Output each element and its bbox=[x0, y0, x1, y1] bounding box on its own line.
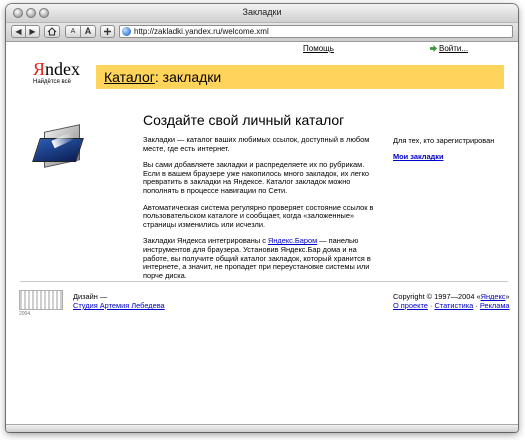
bookmarks-illustration bbox=[34, 128, 86, 166]
logo-wordmark: Яndex bbox=[33, 59, 81, 79]
browser-window bbox=[6, 4, 518, 432]
about-link[interactable]: О проекте bbox=[393, 301, 428, 310]
back-button[interactable]: ◀ bbox=[11, 25, 26, 38]
url-text: http://zakladki.yandex.ru/welcome.xml bbox=[134, 27, 269, 36]
address-bar[interactable] bbox=[119, 25, 513, 38]
plus-icon bbox=[103, 27, 112, 36]
paragraph: Закладки — каталог ваших любимых ссылок, доступный в любом месте, где есть интернет. bbox=[143, 135, 370, 153]
title-bar bbox=[6, 4, 518, 23]
window-bottom-bar bbox=[6, 424, 518, 432]
studio-logo[interactable] bbox=[19, 290, 63, 310]
intro-text bbox=[143, 136, 383, 288]
registered-note: Для тех, кто зарегистрирован bbox=[393, 136, 495, 145]
home-button[interactable] bbox=[44, 25, 60, 38]
yandex-logo[interactable] bbox=[33, 60, 81, 85]
copyright: Copyright © 1997—2004 «Яндекс» bbox=[393, 292, 510, 301]
help-link[interactable]: Помощь bbox=[303, 44, 334, 53]
globe-icon bbox=[122, 27, 131, 36]
ads-link[interactable]: Реклама bbox=[479, 301, 510, 310]
page-title: Создайте свой личный каталог bbox=[143, 112, 345, 128]
window-title: Закладки bbox=[242, 7, 282, 17]
browser-toolbar bbox=[6, 23, 518, 42]
header-band bbox=[96, 65, 504, 89]
yandex-bar-link[interactable]: Яндекс.Баром bbox=[267, 236, 318, 246]
page-heading: Каталог: закладки bbox=[104, 69, 222, 85]
studio-year: 2004 bbox=[19, 311, 31, 317]
home-icon bbox=[47, 27, 57, 36]
paragraph: Закладки Яндекса интегрированы с Яндекс.Баром — панелью инструментов для браузера. Установив Яндекс.Бар дома и на работе, вы получите общий каталог закладок, который хранится в интернете, а значит, не пропадет при переустановке системы или порче диска. bbox=[143, 236, 371, 280]
stats-link[interactable]: Статистика bbox=[434, 301, 474, 310]
paragraph: Автоматическая система регулярно проверяет состояние ссылок в пользовательском каталоге и сообщает, когда «заложенные» страницы изменились или исчезли. bbox=[143, 202, 374, 229]
studio-link[interactable]: Студия Артемия Лебедева bbox=[73, 301, 165, 310]
logo-tagline: Найдётся всё bbox=[33, 79, 71, 85]
footer-divider bbox=[20, 281, 508, 282]
design-label: Дизайн — bbox=[73, 292, 108, 301]
yandex-link[interactable]: Яндекс bbox=[480, 292, 506, 301]
text-smaller-button[interactable]: A bbox=[65, 25, 81, 38]
footer-links: О проекте · Статистика · Реклама bbox=[393, 301, 510, 310]
my-bookmarks-link[interactable]: Мои закладки bbox=[393, 152, 444, 161]
login-link[interactable]: Войти... bbox=[439, 44, 469, 53]
add-bookmark-button[interactable] bbox=[100, 25, 115, 38]
forward-button[interactable]: ▶ bbox=[25, 25, 40, 38]
catalog-link[interactable]: Каталог bbox=[104, 69, 155, 85]
text-bigger-button[interactable]: A bbox=[80, 25, 96, 38]
login-arrow-icon bbox=[430, 45, 437, 52]
paragraph: Вы сами добавляете закладки и распределяете их по рубрикам. Если в вашем браузере уже накопилось много закладок, их легко превратить в закладки на Яндексе. Каталог закладок можно пополнять в процессе навигации по Сети. bbox=[143, 160, 370, 195]
page-content bbox=[6, 42, 518, 432]
